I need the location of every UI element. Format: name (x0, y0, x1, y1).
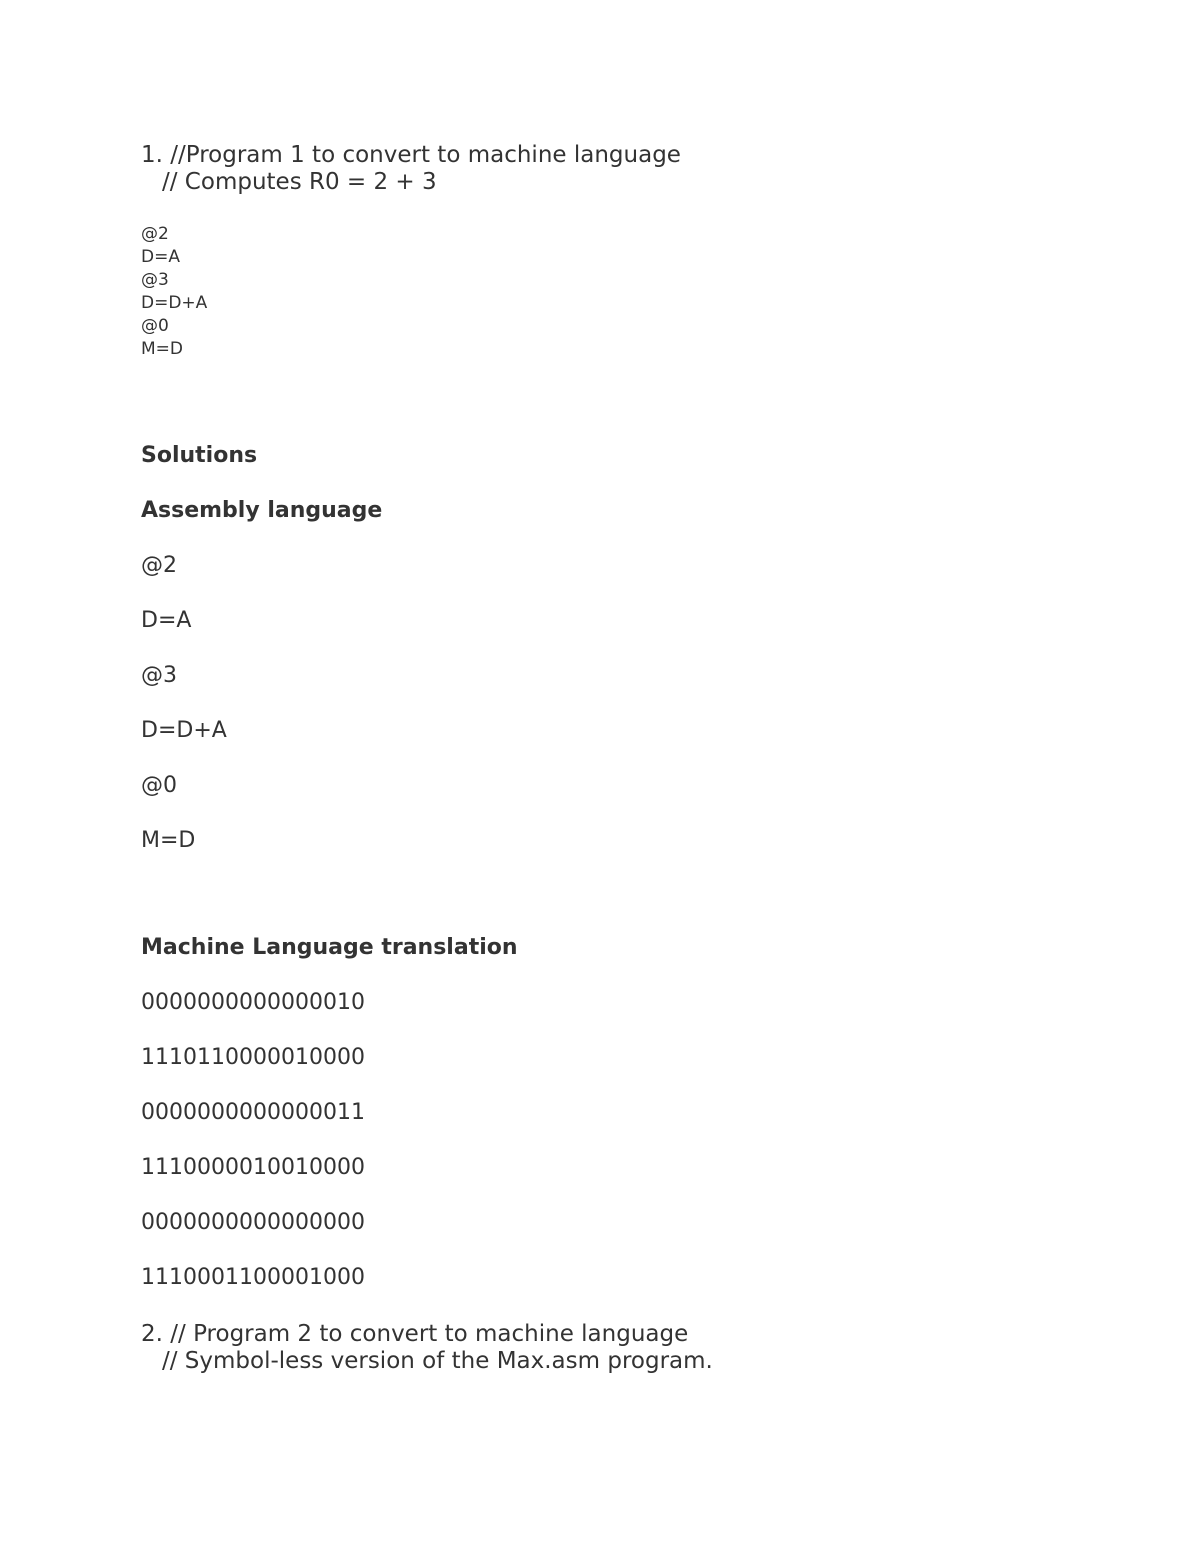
item-2-line-2: // Symbol-less version of the Max.asm program. (162, 1348, 713, 1374)
machine-line: 0000000000000011 (141, 1100, 365, 1125)
item-1-line-2: // Computes R0 = 2 + 3 (162, 169, 437, 195)
assembly-line: M=D (141, 828, 196, 853)
item-2-number: 2. (141, 1321, 163, 1347)
machine-line: 1110000010010000 (141, 1155, 365, 1180)
machine-line: 0000000000000000 (141, 1210, 365, 1235)
item-2-text: // Program 2 to convert to machine language (170, 1321, 689, 1347)
assembly-line: D=D+A (141, 718, 227, 743)
machine-line: 1110110000010000 (141, 1045, 365, 1070)
code-line: @3 (141, 270, 169, 290)
assembly-line: @3 (141, 663, 177, 688)
item-1-number: 1. (141, 142, 163, 168)
assembly-line: @0 (141, 773, 177, 798)
assembly-heading: Assembly language (141, 498, 383, 523)
code-line: D=D+A (141, 293, 208, 313)
code-line: M=D (141, 339, 184, 359)
machine-line: 1110001100001000 (141, 1265, 365, 1290)
assembly-line: D=A (141, 608, 192, 633)
item-1-text: //Program 1 to convert to machine language (170, 142, 681, 168)
machine-language-heading: Machine Language translation (141, 935, 518, 960)
solutions-heading: Solutions (141, 443, 258, 468)
code-line: @2 (141, 224, 169, 244)
code-block (141, 223, 207, 361)
item-2-line-1 (141, 1321, 688, 1348)
code-line: D=A (141, 247, 180, 267)
item-1-line-1 (141, 142, 681, 169)
assembly-line: @2 (141, 553, 177, 578)
code-line: @0 (141, 316, 169, 336)
machine-line: 0000000000000010 (141, 990, 365, 1015)
